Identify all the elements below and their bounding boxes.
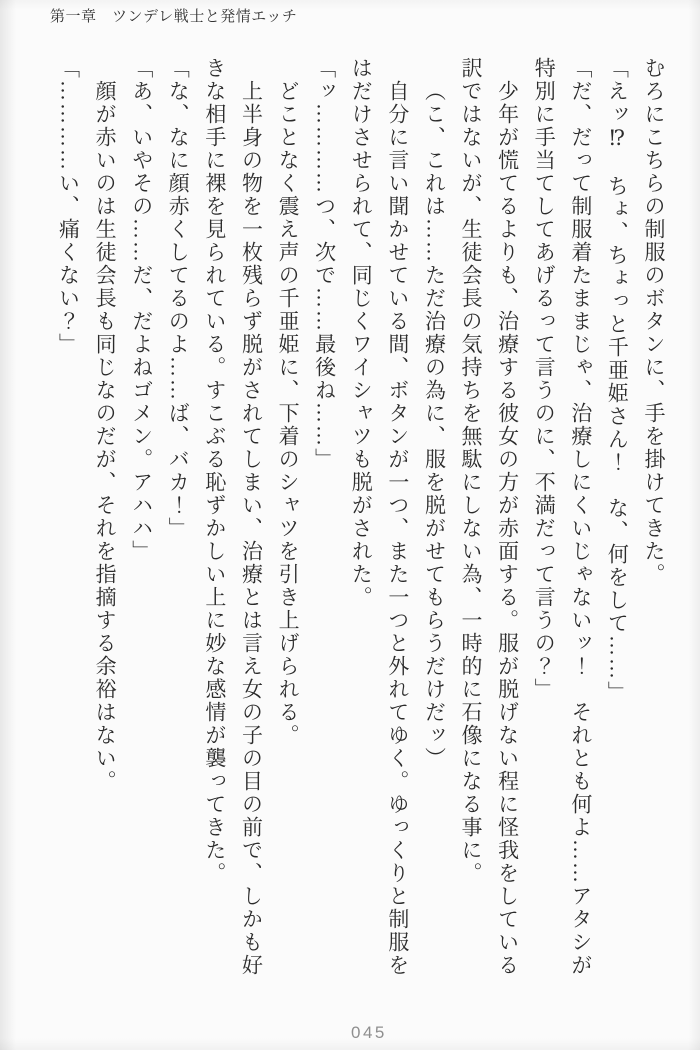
- text-line: （こ、これは……ただ治療の為に、服を脱がせてもらうだけだッ）: [422, 80, 447, 770]
- text-line: 上半身の物を一枚残らず脱がされてしまい、治療とは言え女の子の目の前で、しかも好: [239, 80, 264, 977]
- text-line: 「な、なに顔赤くしてるのよ……ば、バカ！」: [166, 57, 191, 540]
- text-line: 訳ではないが、生徒会長の気持ちを無駄にしない為、一時的に石像になる事に。: [459, 57, 484, 885]
- text-line: 特別に手当てしてあげるって言うのに、不満だって言うの？」: [532, 57, 557, 701]
- text-line: きな相手に裸を見られている。すこぶる恥ずかしい上に妙な感情が襲ってきた。: [202, 57, 227, 885]
- text-line: 「ッ…………つ、次で……最後ね……」: [312, 57, 337, 471]
- text-line: はだけさせられて、同じくワイシャツも脱がされた。: [349, 57, 374, 609]
- text-line: 少年が慌てるよりも、治療する彼女の方が赤面する。服が脱げない程に怪我をしている: [495, 80, 520, 977]
- text-line: 「…………い、痛くない？」: [56, 57, 81, 356]
- text-line: むろにこちらの制服のボタンに、手を掛けてきた。: [642, 57, 666, 586]
- text-line: 「だ、だって制服着たままじゃ、治療しにくいじゃないッ！ それとも何よ……アタシが: [568, 57, 593, 977]
- text-line: 自分に言い聞かせている間、ボタンが一つ、また一つと外れてゆく。ゆっくりと制服を: [385, 80, 410, 977]
- text-line: どことなく震え声の千亜姫に、下着のシャツを引き上げられる。: [276, 80, 301, 747]
- page-number: 045: [351, 1023, 387, 1042]
- body-text: [50, 57, 672, 981]
- chapter-header: 第一章 ツンデレ戦士と発情エッチ: [50, 9, 298, 25]
- text-line: 「えッ⁉ ちょ、ちょっと千亜姫さん！ な、何をして……」: [605, 57, 630, 704]
- text-line: 「あ、いやその……だ、だよねゴメン。アハハ」: [129, 57, 154, 563]
- text-line: 顔が赤いのは生徒会長も同じなのだが、それを指摘する余裕はない。: [93, 80, 118, 793]
